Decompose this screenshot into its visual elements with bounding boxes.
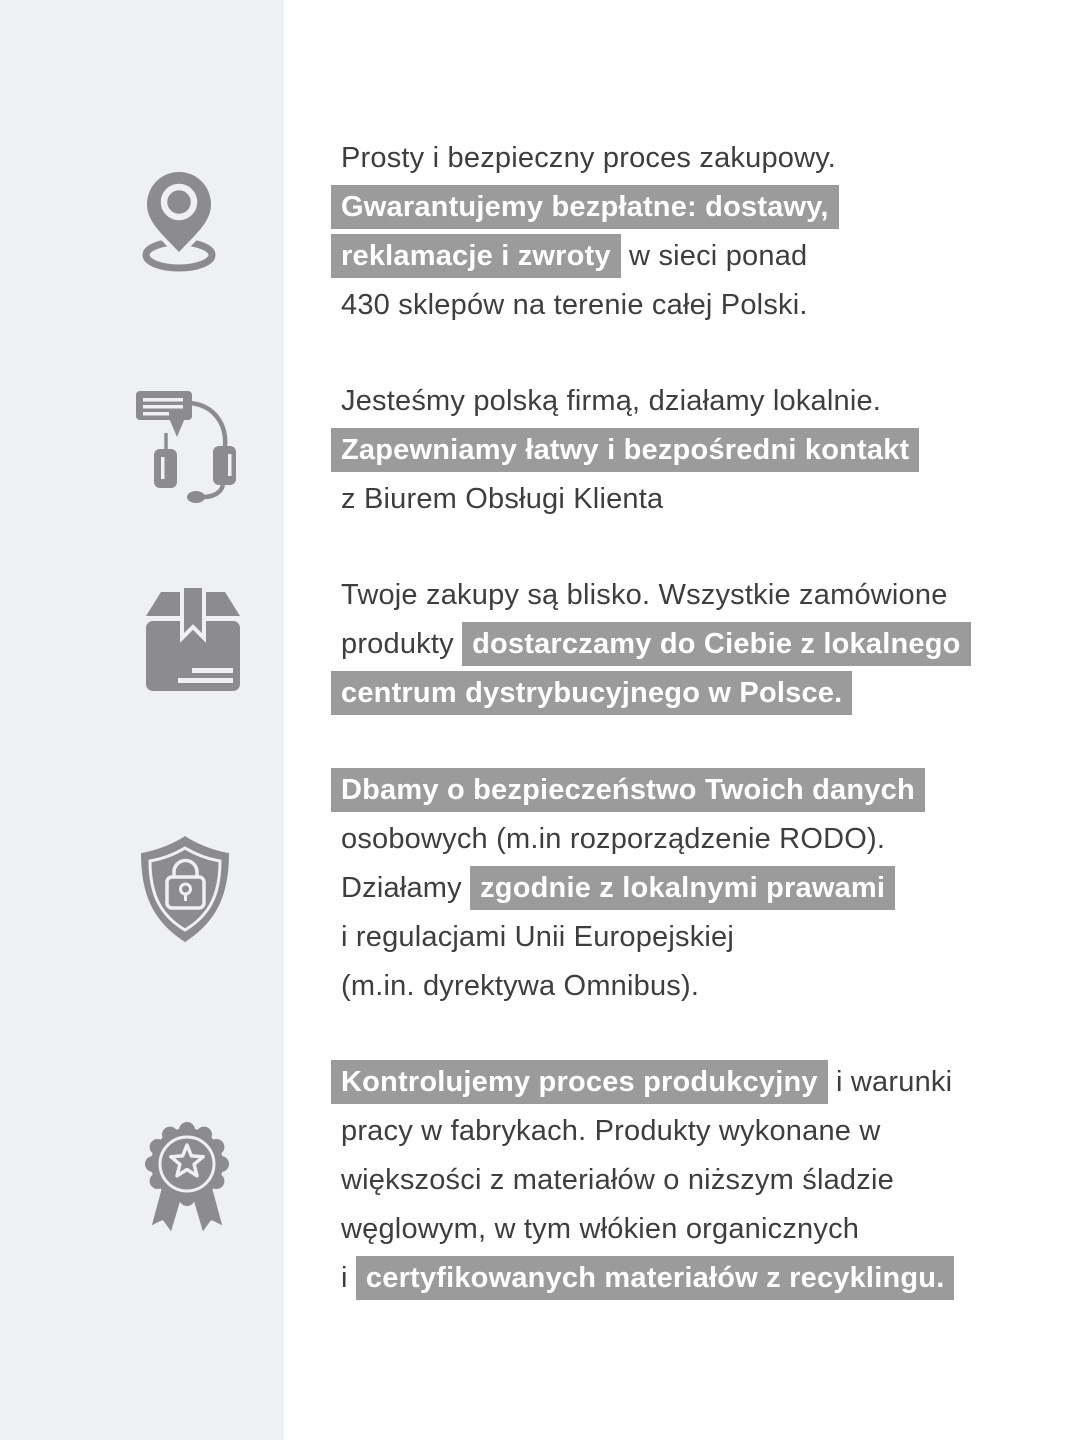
benefit-section-data-security <box>341 766 925 1011</box>
text-line <box>341 962 925 1011</box>
highlighted-text: Dbamy o bezpieczeństwo Twoich danych <box>331 768 925 812</box>
highlighted-text: Zapewniamy łatwy i bezpośredni kontakt <box>331 428 919 472</box>
text-line <box>341 1205 954 1254</box>
text-line <box>341 815 925 864</box>
highlighted-text: zgodnie z lokalnymi prawami <box>470 866 895 910</box>
text-line <box>341 913 925 962</box>
text-line <box>341 377 919 426</box>
highlighted-text: centrum dystrybucyjnego w Polsce. <box>331 671 852 715</box>
plain-text: i regulacjami Unii Europejskiej <box>341 921 735 953</box>
plain-text: 430 sklepów na terenie całej Polski. <box>341 289 808 321</box>
plain-text: w sieci ponad <box>620 240 808 272</box>
highlighted-text: Gwarantujemy bezpłatne: dostawy, <box>331 185 839 229</box>
plain-text: węglowym, w tym włókien organicznych <box>341 1213 860 1245</box>
text-line <box>341 281 839 330</box>
plain-text: Prosty i bezpieczny proces zakupowy. <box>341 142 837 174</box>
text-line <box>341 475 919 524</box>
plain-text: osobowych (m.in rozporządzenie RODO). <box>341 823 886 855</box>
plain-text: Twoje zakupy są blisko. Wszystkie zamówione <box>341 579 948 611</box>
text-line <box>341 1107 954 1156</box>
benefit-section-purchase-process <box>341 134 839 330</box>
plain-text: pracy w fabrykach. Produkty wykonane w <box>341 1115 881 1147</box>
highlighted-text: certyfikowanych materiałów z recyklingu. <box>356 1256 955 1300</box>
highlighted-text: Kontrolujemy proces produkcyjny <box>331 1060 828 1104</box>
plain-text: produkty <box>341 628 463 660</box>
benefit-section-production <box>341 1058 954 1303</box>
text-line <box>341 1254 954 1303</box>
highlighted-text: dostarczamy do Ciebie z lokalnego <box>462 622 970 666</box>
benefit-section-contact <box>341 377 919 524</box>
benefit-section-delivery <box>341 571 971 718</box>
plain-text: Działamy <box>341 872 471 904</box>
text-line <box>341 766 925 815</box>
text-line <box>341 1156 954 1205</box>
text-line <box>341 669 971 718</box>
highlighted-text: reklamacje i zwroty <box>331 234 621 278</box>
text-line <box>341 864 925 913</box>
plain-text: (m.in. dyrektywa Omnibus). <box>341 970 700 1002</box>
text-line <box>341 134 839 183</box>
plain-text: większości z materiałów o niższym śladzie <box>341 1164 894 1196</box>
text-line <box>341 426 919 475</box>
plain-text: z Biurem Obsługi Klienta <box>341 483 664 515</box>
plain-text: i warunki <box>827 1066 953 1098</box>
text-line <box>341 183 839 232</box>
text-line <box>341 620 971 669</box>
plain-text: i <box>341 1262 356 1294</box>
text-line <box>341 232 839 281</box>
text-line <box>341 1058 954 1107</box>
text-line <box>341 571 971 620</box>
plain-text: Jesteśmy polską firmą, działamy lokalnie. <box>341 385 882 417</box>
